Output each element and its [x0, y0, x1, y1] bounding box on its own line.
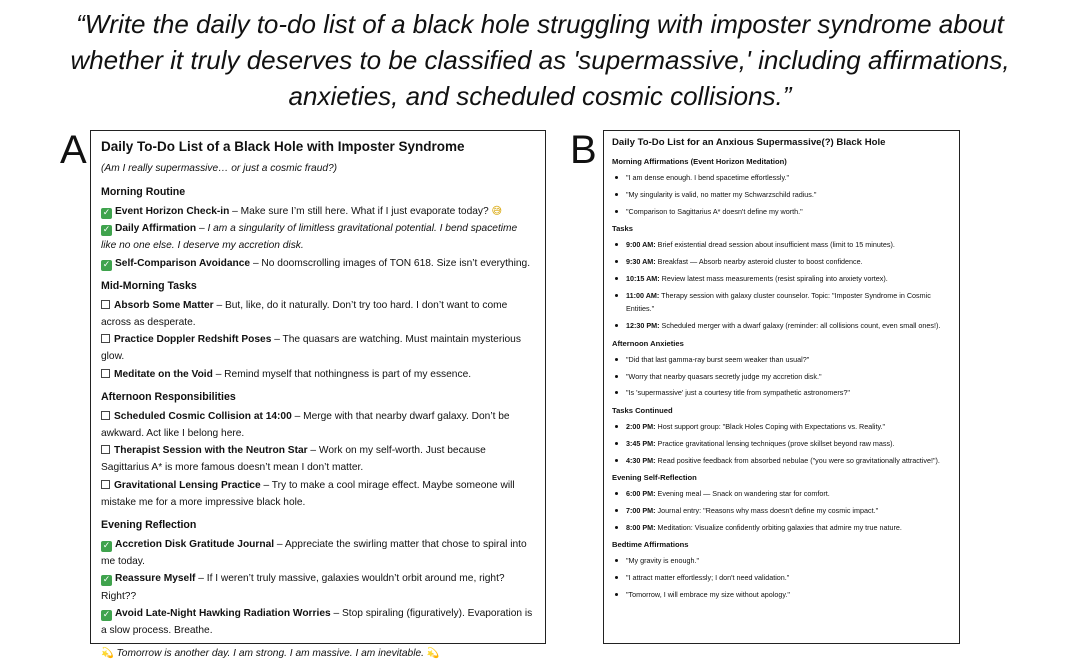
panel-a-sections — [101, 182, 535, 639]
list-item — [612, 353, 951, 366]
item-time: 6:00 PM: — [626, 489, 656, 499]
panel-a-subtitle: (Am I really supermassive… or just a cosmic fraud?) — [101, 163, 338, 174]
item-text: Read positive feedback from absorbed nebulae ("you were so gravitationally attractive!"). — [655, 455, 940, 465]
item-time: 7:00 PM: — [626, 506, 656, 515]
checkmark-icon: ✓ — [102, 609, 111, 620]
list-item — [101, 570, 535, 604]
list-item — [101, 331, 535, 365]
list-item — [612, 588, 951, 601]
item-text: – No doomscrolling images of TON 618. Size isn’t everything. — [250, 257, 531, 269]
list-item — [612, 386, 951, 399]
sweat-smile-icon: 😅 — [491, 206, 503, 217]
item-text: "Tomorrow, I will embrace my size without apology." — [626, 590, 790, 600]
list-item — [612, 454, 951, 467]
bullet-list — [612, 238, 951, 332]
list-item — [612, 487, 951, 500]
item-text: Brief existential dread session about insufficient mass (limit to 15 minutes). — [655, 240, 895, 250]
list-item — [612, 370, 951, 383]
item-text: – Appreciate the swirling matter that chose to spiral into me today. — [101, 539, 527, 568]
section-heading: Afternoon Responsibilities — [101, 390, 236, 403]
item-text: – Try to make a cool mirage effect. Maybe someone will mistake me for a more impressive black hole. — [101, 479, 515, 508]
item-text: Evening meal — Snack on wandering star for comfort. — [655, 489, 830, 499]
item-time: 2:00 PM: — [626, 421, 656, 431]
panel-a-closing — [101, 645, 535, 663]
section-heading: Tasks — [612, 224, 633, 234]
checkmark-icon: ✓ — [102, 541, 111, 552]
panel-b-sections — [612, 156, 951, 602]
item-name: Practice Doppler Redshift Poses — [114, 334, 272, 346]
list-item — [612, 504, 951, 517]
section-heading: Mid-Morning Tasks — [101, 279, 197, 292]
item-time: 8:00 PM: — [626, 522, 656, 532]
item-text: "Did that last gamma-ray burst seem weaker than usual?" — [626, 354, 810, 364]
item-text: "My gravity is enough." — [626, 556, 700, 566]
list-item — [101, 220, 535, 254]
prompt-text — [0, 6, 1080, 114]
list-item — [612, 188, 951, 201]
list-item — [101, 442, 535, 476]
item-time: 11:00 AM: — [626, 290, 660, 300]
list-item — [101, 536, 535, 570]
item-text: – Work on my self-worth. Just because Sagittarius A* is more famous doesn’t mean I don’t matter. — [101, 445, 486, 474]
item-text: Meditation: Visualize confidently orbiting galaxies that admire my true nature. — [655, 522, 902, 532]
item-text: Therapy session with galaxy cluster counselor. Topic: "Imposter Syndrome in Cosmic Entities." — [626, 290, 931, 314]
checkbox-icon — [101, 411, 110, 420]
item-italic-text: I am a singularity of limitless gravitational potential. I bend spacetime like no one else. I deserve my accretion disk. — [101, 223, 518, 252]
section-heading: Morning Routine — [101, 186, 186, 198]
item-text: "My singularity is valid, no matter my Schwarzschild radius." — [626, 189, 817, 199]
list-item — [612, 571, 951, 584]
list-item — [612, 554, 951, 567]
item-name: Gravitational Lensing Practice — [114, 479, 261, 491]
bullet-list — [612, 420, 951, 467]
list-item — [612, 205, 951, 218]
checkmark-icon: ✓ — [102, 225, 111, 236]
item-name: Avoid Late-Night Hawking Radiation Worries — [115, 607, 331, 619]
list-item — [101, 408, 535, 442]
bullet-list — [612, 487, 951, 534]
bullet-list — [612, 171, 951, 218]
item-time: 9:00 AM: — [626, 240, 656, 250]
item-text: – The quasars are watching. Must maintain mysterious glow. — [101, 334, 521, 363]
item-name: Reassure Myself — [115, 573, 196, 585]
checkbox-icon — [101, 369, 110, 378]
item-name: Scheduled Cosmic Collision at 14:00 — [114, 410, 292, 422]
checkbox-icon — [101, 480, 110, 489]
item-text: – If I weren’t truly massive, galaxies wouldn’t orbit around me, right? Right?? — [101, 573, 505, 602]
item-time: 4:30 PM: — [626, 455, 656, 465]
list-item — [101, 366, 535, 383]
item-text: Scheduled merger with a dwarf galaxy (reminder: all collisions count, even small ones!). — [659, 321, 941, 331]
item-text: Host support group: "Black Holes Coping with Expectations vs. Reality." — [655, 421, 886, 431]
list-item — [612, 319, 951, 332]
list-item — [612, 171, 951, 184]
prompt-line-3: anxieties, and scheduled cosmic collisions.” — [288, 81, 792, 111]
item-text: Practice gravitational lensing techniques (prove skillset beyond raw mass). — [655, 438, 895, 448]
list-item — [101, 203, 535, 220]
panel-b-label: B — [570, 128, 597, 172]
bullet-list — [612, 554, 951, 601]
bullet-list — [612, 353, 951, 400]
item-name: Daily Affirmation — [115, 223, 197, 235]
item-time: 10:15 AM: — [626, 274, 660, 284]
item-text: Breakfast — Absorb nearby asteroid cluster to boost confidence. — [655, 257, 863, 267]
item-text: – Remind myself that nothingness is part of my essence. — [212, 368, 472, 380]
item-time: 9:30 AM: — [626, 257, 656, 267]
section-heading: Evening Reflection — [101, 519, 197, 532]
item-name: Self-Comparison Avoidance — [115, 257, 251, 269]
panel-b-title: Daily To-Do List for an Anxious Supermassive(?) Black Hole — [612, 137, 886, 148]
panel-a-label: A — [60, 128, 87, 172]
item-text: "I am dense enough. I bend spacetime effortlessly." — [626, 173, 790, 182]
list-item — [612, 420, 951, 433]
item-name: Event Horizon Check-in — [115, 206, 230, 217]
item-text: – Merge with that nearby dwarf galaxy. Don’t be awkward. Act like I belong here. — [101, 410, 510, 440]
response-a-panel — [90, 130, 546, 660]
item-text: – Stop spiraling (figuratively). Evaporation is a slow process. Breathe. — [101, 607, 533, 637]
item-text: – Make sure I’m still here. What if I just evaporate today? — [229, 206, 492, 217]
panel-a-title: Daily To-Do List of a Black Hole with Imposter Syndrome — [101, 139, 465, 154]
checkbox-icon — [101, 300, 110, 309]
list-item — [612, 289, 951, 316]
checkmark-icon: ✓ — [102, 208, 111, 218]
list-item — [612, 437, 951, 450]
checkmark-icon: ✓ — [102, 259, 111, 270]
item-name: Meditate on the Void — [114, 368, 213, 380]
item-name: Therapist Session with the Neutron Star — [114, 445, 308, 457]
list-item — [101, 477, 535, 511]
item-text: "Comparison to Sagittarius A* doesn't define my worth." — [626, 206, 803, 216]
item-text: – — [196, 223, 208, 235]
section-heading: Morning Affirmations (Event Horizon Meditation) — [612, 157, 787, 166]
checkbox-icon — [101, 334, 110, 343]
checkmark-icon: ✓ — [102, 575, 111, 586]
list-item — [101, 297, 535, 331]
sparkle-icon: 💫 — [101, 648, 114, 660]
section-heading: Tasks Continued — [612, 405, 673, 415]
item-text: Journal entry: "Reasons why mass doesn't define my cosmic impact." — [655, 506, 879, 515]
response-b-panel — [603, 130, 960, 644]
list-item — [101, 605, 535, 639]
item-text: – But, like, do it naturally. Don’t try too hard. I don’t want to come across as desperate. — [101, 299, 508, 329]
item-text: "Worry that nearby quasars secretly judge my accretion disk." — [626, 371, 822, 381]
prompt-line-2: whether it truly deserves to be classified as 'supermassive,' including affirmations, — [70, 45, 1010, 75]
list-item — [101, 255, 535, 272]
item-text: "I attract matter effortlessly; I don't need validation." — [626, 573, 790, 583]
list-item — [612, 272, 951, 285]
item-text: "Is 'supermassive' just a courtesy title from sympathetic astronomers?" — [626, 388, 850, 398]
section-heading: Bedtime Affirmations — [612, 540, 689, 550]
section-heading: Afternoon Anxieties — [612, 338, 684, 348]
closing-text: Tomorrow is another day. I am strong. I am massive. I am inevitable. — [113, 648, 427, 660]
item-name: Absorb Some Matter — [114, 299, 214, 311]
list-item — [612, 521, 951, 534]
item-text: Review latest mass measurements (resist spiraling into anxiety vortex). — [659, 274, 888, 284]
item-name: Accretion Disk Gratitude Journal — [115, 539, 275, 551]
section-heading: Evening Self-Reflection — [612, 473, 697, 483]
list-item — [612, 255, 951, 268]
sparkle-icon: 💫 — [426, 648, 440, 660]
list-item — [612, 238, 951, 251]
item-time: 12:30 PM: — [626, 321, 660, 331]
item-time: 3:45 PM: — [626, 438, 656, 448]
checkbox-icon — [101, 445, 110, 454]
prompt-line-1: “Write the daily to-do list of a black hole struggling with imposter syndrome about — [76, 9, 1004, 39]
